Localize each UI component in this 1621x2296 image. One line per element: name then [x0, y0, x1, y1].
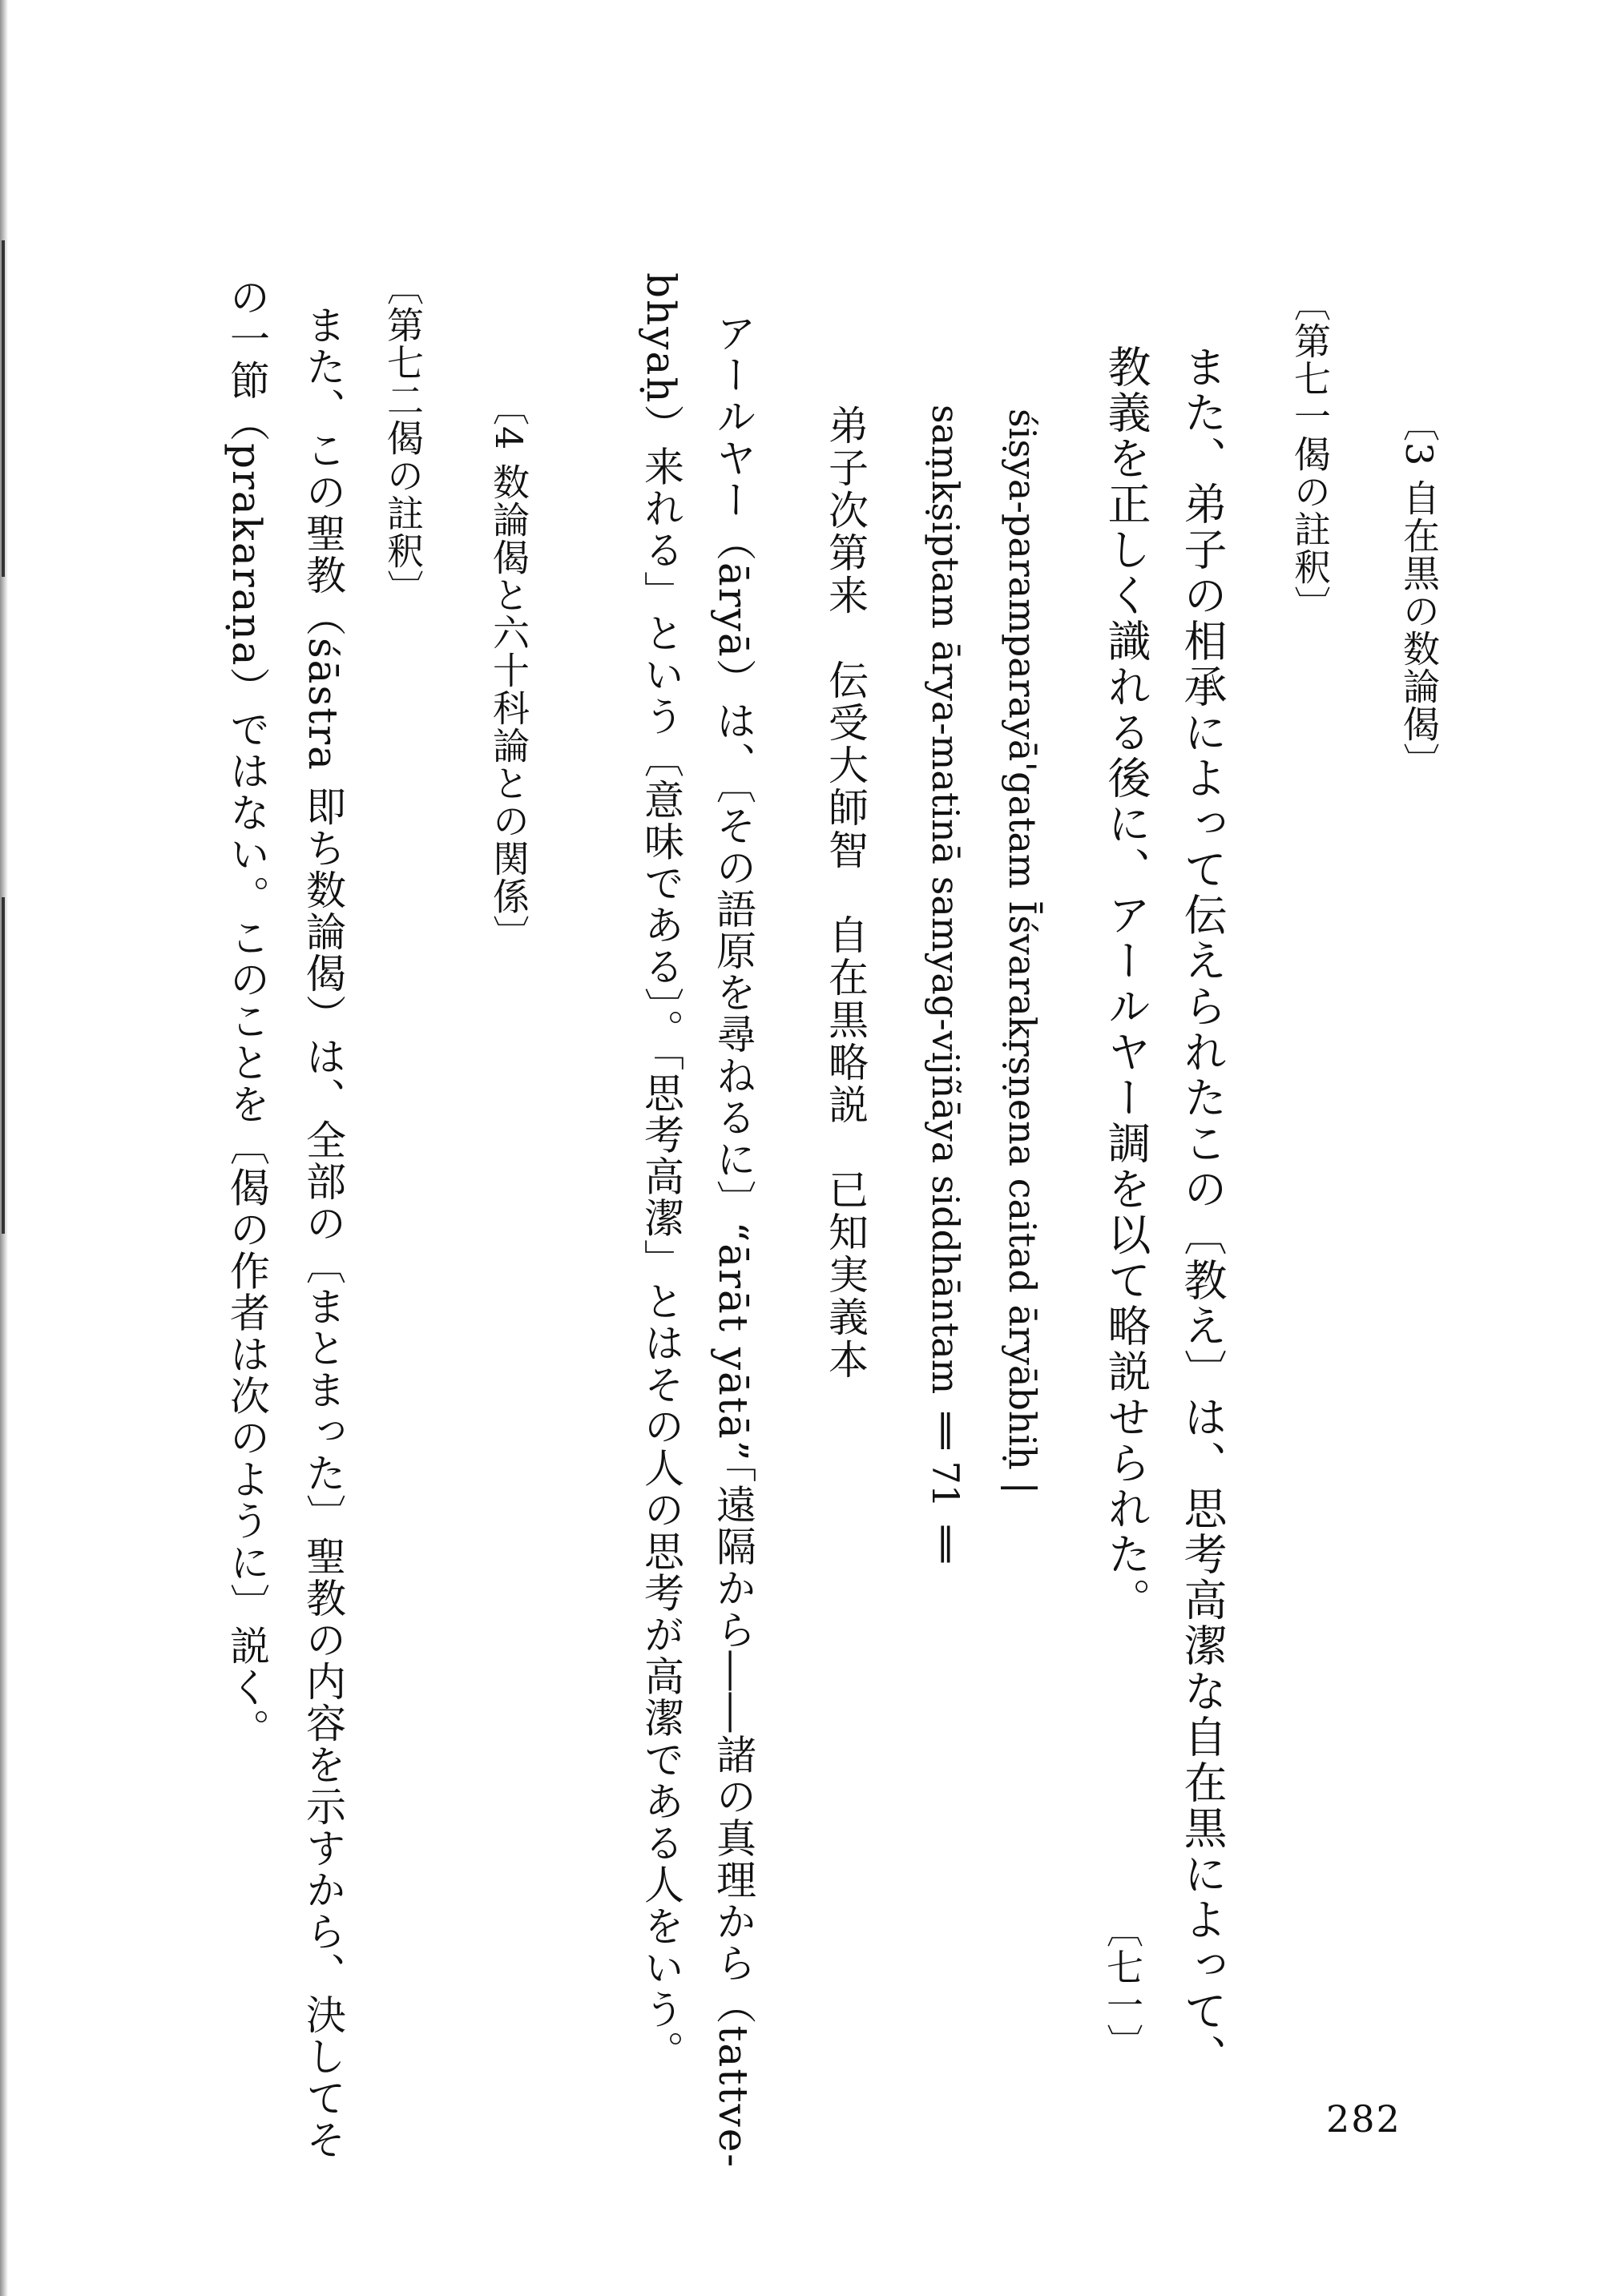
arya-explanation-line-2: bhyaḥ）来れる」という〔意味である〕。「思考高潔」とはその人の思考が高潔である人をいう。	[638, 272, 684, 2072]
scan-mark	[2, 897, 5, 1234]
commentary-71-line-2: 教義を正しく識れる後に、アールヤー調を以て略説せられた。	[1101, 344, 1151, 1623]
section-4-heading: 〔4 数論偈と六十科論との関係〕	[487, 389, 530, 953]
commentary-72-heading: 〔第七二偈の註釈〕	[381, 268, 425, 607]
verse-71-sanskrit-a: śiṣya-paramparayā'gatam Īśvarakṛṣṇena caitad āryābhiḥ |	[1001, 409, 1044, 1494]
scan-mark	[2, 240, 5, 577]
verse-71-marker: 〔七一〕	[1101, 1911, 1144, 2061]
page-number: 282	[1326, 2097, 1401, 2141]
commentary-71-line-1: また、弟子の相承によって伝えられたこの〔教え〕は、思考高潔な自在黒によって、	[1177, 344, 1228, 2080]
section-3-heading: 〔3 自在黒の数論偈〕	[1397, 405, 1441, 780]
commentary-72-line-1: また、この聖教（śāstra 即ち数論偈）は、全部の〔まとまった〕聖教の内容を示すから、決してそ	[300, 304, 346, 2161]
commentary-72-line-2: の一節（prakaraṇa）ではない。このことを〔偈の作者は次のように〕説く。	[224, 276, 270, 1750]
verse-71-chinese: 弟子次第来 伝受大師智 自在黒略説 已知実義本	[822, 405, 869, 1381]
verse-71-sanskrit-b: saṃkṣiptam ārya-matinā samyag-vijñāya siddhāntam ‖ 71 ‖	[924, 405, 967, 1563]
commentary-71-heading: 〔第七一偈の註釈〕	[1288, 284, 1332, 623]
arya-explanation-line-1: アールヤー（āryā）は、〔その語原を尋ねるに〕“ārāt yātā”「遠隔から――諸の真理から（tattve-	[710, 312, 756, 2169]
